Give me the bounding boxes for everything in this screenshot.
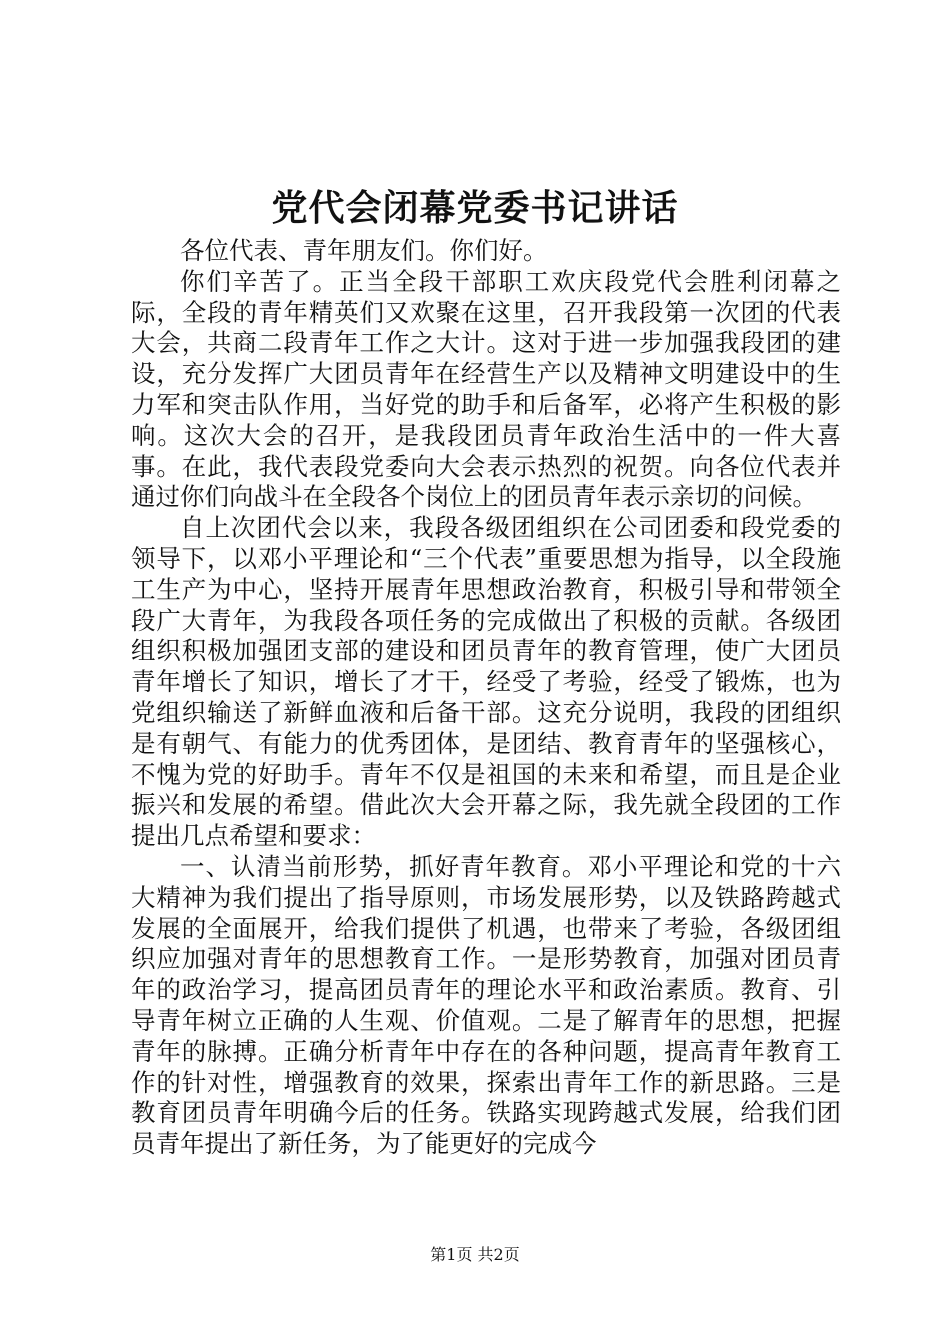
paragraph-opening: 你们辛苦了。正当全段干部职工欢庆段党代会胜利闭幕之际，全段的青年精英们又欢聚在这里，召开我段第一次团的代表大会，共商二段青年工作之大计。这对于进一步加强我段团的建设，充分发挥广大团员青年在经营生产以及精神文明建设中的生力军和突击队作用，当好党的助手和后备军，必将产生积极的影响。这次大会的召开，是我段团员青年政治生活中的一件大喜事。在此，我代表段党委向大会表示热烈的祝贺。向各位代表并通过你们向战斗在全段各个岗位上的团员青年表示亲切的问候。: [131, 266, 841, 512]
document-body: [131, 236, 841, 1160]
document-title: 党代会闭幕党委书记讲话: [271, 187, 679, 229]
paragraph-achievements: 自上次团代会以来，我段各级团组织在公司团委和段党委的领导下，以邓小平理论和“三个代表”重要思想为指导，以全段施工生产为中心，坚持开展青年思想政治教育，积极引导和带领全段广大青年，为我段各项任务的完成做出了积极的贡献。各级团组织积极加强团支部的建设和团员青年的教育管理，使广大团员青年增长了知识，增长了才干，经受了考验，经受了锻炼，也为党组织输送了新鲜血液和后备干部。这充分说明，我段的团组织是有朝气、有能力的优秀团体，是团结、教育青年的坚强核心，不愧为党的好助手。青年不仅是祖国的未来和希望，而且是企业振兴和发展的希望。借此次大会开幕之际，我先就全段团的工作提出几点希望和要求：: [131, 513, 841, 851]
paragraph-point-one: 一、认清当前形势，抓好青年教育。邓小平理论和党的十六大精神为我们提出了指导原则，市场发展形势，以及铁路跨越式发展的全面展开，给我们提供了机遇，也带来了考验，各级团组织应加强对青年的思想教育工作。一是形势教育，加强对团员青年的政治学习，提高团员青年的理论水平和政治素质。教育、引导青年树立正确的人生观、价值观。二是了解青年的思想，把握青年的脉搏。正确分析青年中存在的各种问题，提高青年教育工作的针对性，增强教育的效果，探索出青年工作的新思路。三是教育团员青年明确今后的任务。铁路实现跨越式发展，给我们团员青年提出了新任务，为了能更好的完成今: [131, 851, 841, 1159]
paragraph-greeting: 各位代表、青年朋友们。你们好。: [180, 236, 548, 265]
page-number-footer: 第1页 共2页: [430, 1245, 520, 1264]
